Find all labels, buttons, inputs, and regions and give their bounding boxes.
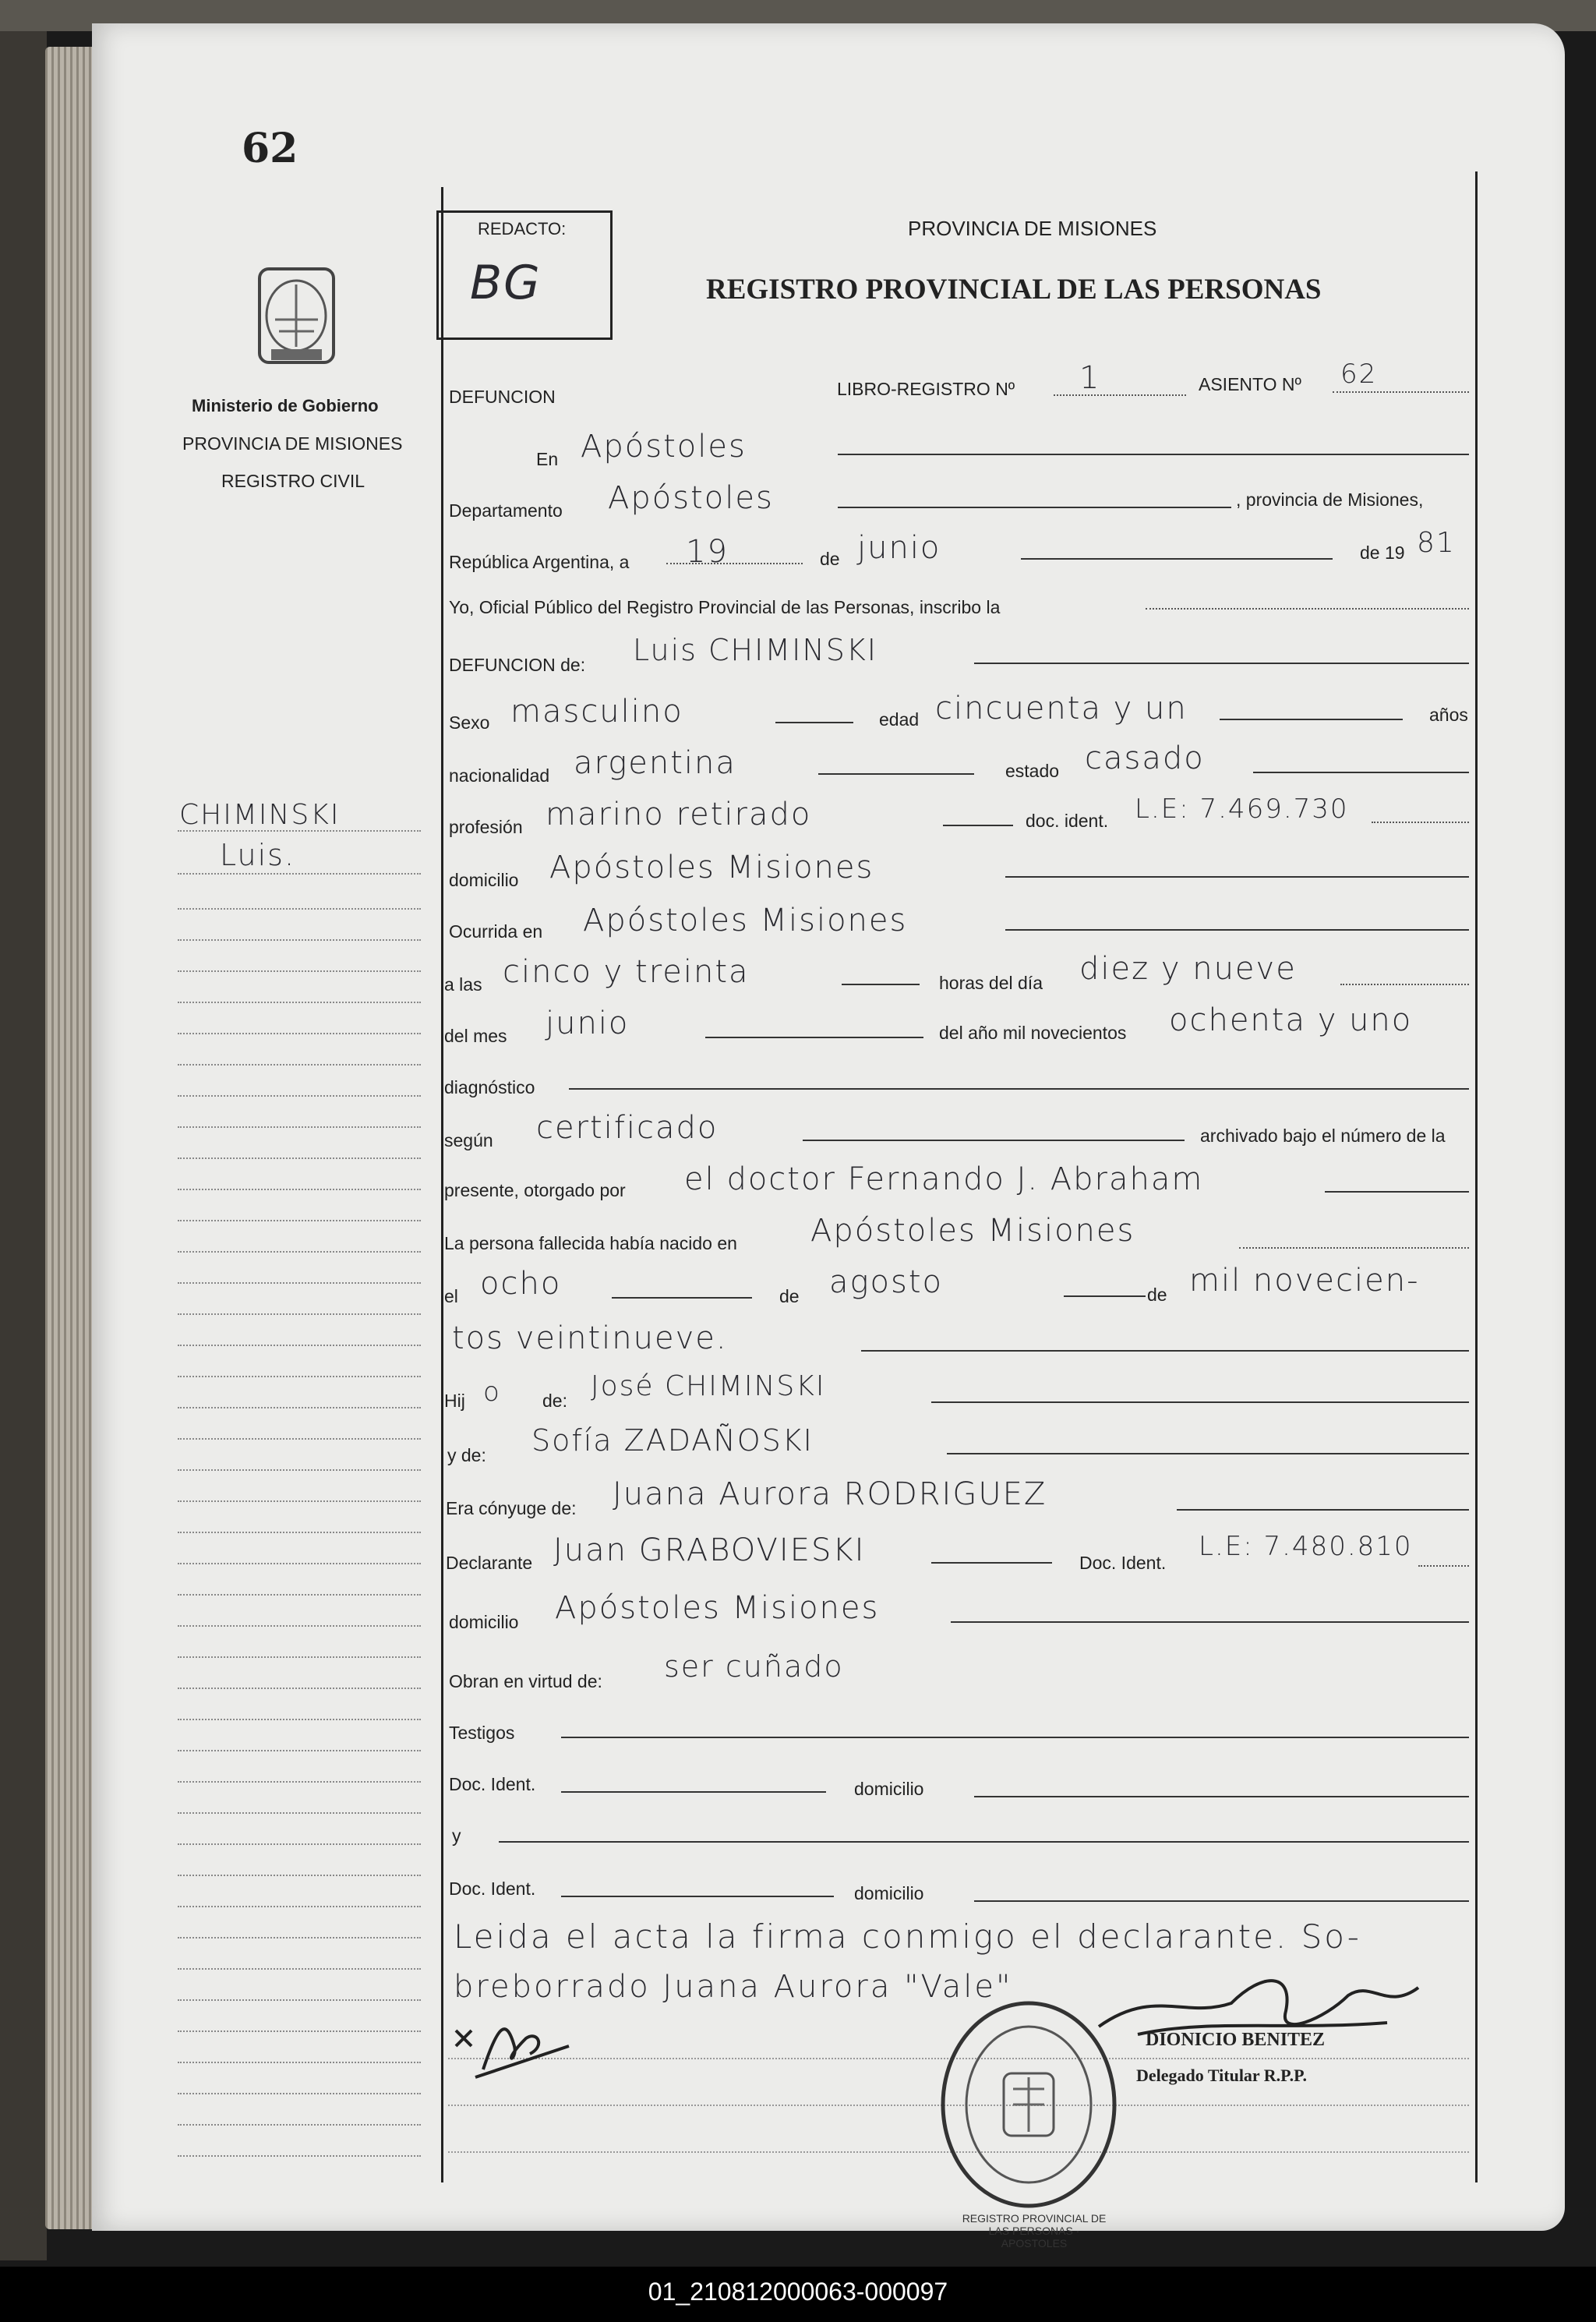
label-oficial: Yo, Oficial Público del Registro Provincial de las Personas, inscribo la: [449, 597, 1001, 617]
value-ocurrida: Apóstoles Misiones: [583, 903, 908, 938]
value-obran: ser cuñado: [664, 1649, 844, 1684]
label-de-anio: de 19: [1360, 543, 1405, 563]
redacto-label: REDACTO:: [478, 219, 567, 239]
label-doc-ident4: Doc. Ident.: [449, 1878, 536, 1899]
label-ocurrida: Ocurrida en: [449, 921, 543, 942]
value-madre: Sofía ZADAÑOSKI: [531, 1423, 814, 1458]
stamp-name: DIONICIO BENITEZ: [1146, 2030, 1326, 2050]
label-obran: Obran en virtud de:: [449, 1671, 602, 1691]
label-domicilio: domicilio: [449, 870, 519, 890]
asiento-label: ASIENTO Nº: [1199, 374, 1301, 394]
registry-label: REGISTRO CIVIL: [221, 471, 365, 491]
page-number: 62: [242, 125, 298, 172]
label-diagnostico: diagnóstico: [444, 1077, 535, 1097]
label-departamento: Departamento: [449, 500, 563, 521]
margin-name: Luis.: [220, 838, 296, 872]
label-profesion: profesión: [449, 817, 523, 837]
redacto-box: [436, 210, 613, 340]
label-domicilio2: domicilio: [449, 1612, 519, 1632]
label-declarante: Declarante: [446, 1553, 533, 1573]
value-estado: casado: [1085, 740, 1205, 776]
value-doc: L.E: 7.469.730: [1135, 793, 1349, 825]
label-doc-ident: doc. ident.: [1026, 811, 1109, 831]
asiento-value: 62: [1340, 359, 1378, 390]
book-spine: [0, 31, 47, 2260]
value-domicilio: Apóstoles Misiones: [549, 850, 874, 885]
value-nacionalidad: argentina: [574, 745, 736, 781]
value-declarante-doc: L.E: 7.480.810: [1199, 1531, 1413, 1562]
value-otorgado: el doctor Fernando J. Abraham: [684, 1161, 1204, 1197]
value-profesion: marino retirado: [546, 797, 812, 832]
value-padre: José CHIMINSKI: [591, 1370, 826, 1402]
label-conyuge: Era cónyuge de:: [446, 1498, 577, 1518]
label-del-ano: del año mil novecientos: [939, 1023, 1127, 1043]
label-horas: horas del día: [939, 973, 1043, 993]
label-defuncion-de: DEFUNCION de:: [449, 655, 586, 675]
value-anio: 81: [1417, 527, 1456, 559]
label-y: y: [452, 1825, 461, 1846]
label-a-las: a las: [444, 974, 482, 995]
label-de3: de: [1147, 1285, 1167, 1305]
value-sexo: masculino: [510, 694, 683, 730]
value-declarante-dom: Apóstoles Misiones: [555, 1590, 880, 1626]
value-dia: 19: [686, 534, 729, 570]
value-hora: cinco y treinta: [503, 954, 750, 990]
libro-value: 1: [1079, 360, 1101, 396]
value-el-mes: agosto: [829, 1264, 943, 1300]
label-y-de: y de:: [447, 1445, 486, 1465]
header-province: PROVINCIA DE MISIONES: [908, 217, 1157, 240]
label-de-hijo: de:: [542, 1391, 567, 1411]
label-republica: República Argentina, a: [449, 552, 630, 572]
note-line-1: Leida el acta la firma conmigo el declarante. So-: [454, 1917, 1361, 1956]
label-doc-ident2: Doc. Ident.: [1079, 1553, 1167, 1573]
note-line-2: breborrado Juana Aurora "Vale": [454, 1969, 1013, 2005]
label-hijo: Hij: [444, 1391, 465, 1411]
label-de2: de: [779, 1286, 800, 1306]
label-sexo: Sexo: [449, 712, 490, 733]
label-provincia: , provincia de Misiones,: [1236, 489, 1424, 510]
label-archivado: archivado bajo el número de la: [1200, 1126, 1446, 1146]
value-conyuge: Juana Aurora RODRIGUEZ: [613, 1476, 1047, 1512]
label-nacido: La persona fallecida había nacido en: [444, 1233, 737, 1253]
value-edad: cincuenta y un: [935, 691, 1188, 726]
official-seal-icon: [935, 1995, 1122, 2214]
label-del-mes: del mes: [444, 1026, 507, 1046]
value-hijo-sufijo: o: [483, 1377, 501, 1408]
label-el: el: [444, 1286, 458, 1306]
coat-of-arms-icon: [248, 265, 345, 370]
image-id-label: 01_210812000063-000097: [648, 2278, 948, 2306]
value-el-ano: mil novecien-: [1189, 1263, 1420, 1299]
value-segun: certificado: [536, 1110, 719, 1146]
label-domicilio3: domicilio: [854, 1779, 924, 1799]
value-dia-letras: diez y nueve: [1079, 951, 1297, 987]
label-estado: estado: [1005, 761, 1060, 781]
label-presente: presente, otorgado por: [444, 1180, 626, 1200]
value-mes2: junio: [546, 1005, 630, 1041]
stamp-title: Delegado Titular R.P.P.: [1136, 2066, 1308, 2085]
value-lugar: Apóstoles: [581, 429, 747, 465]
label-domicilio4: domicilio: [854, 1883, 924, 1903]
label-doc-ident3: Doc. Ident.: [449, 1774, 536, 1794]
header-title: REGISTRO PROVINCIAL DE LAS PERSONAS: [706, 274, 1322, 306]
value-departamento: Apóstoles: [608, 480, 774, 516]
ministry-label: Ministerio de Gobierno: [192, 396, 379, 415]
seal-text: REGISTRO PROVINCIAL DE LAS PERSONAS · APOSTOLES: [962, 2212, 1107, 2250]
value-el-dia: ocho: [480, 1266, 562, 1302]
act-type: DEFUNCION: [449, 387, 556, 407]
redacto-initials: BG: [470, 256, 542, 310]
value-declarante: Juan GRABOVIESKI: [553, 1532, 866, 1568]
libro-label: LIBRO-REGISTRO Nº: [837, 379, 1015, 399]
label-anos: años: [1429, 705, 1468, 725]
right-rule: [1475, 171, 1478, 2182]
label-en: En: [536, 449, 559, 469]
label-de: de: [820, 549, 840, 569]
declarant-signature-icon: [452, 2015, 577, 2085]
margin-surname: CHIMINSKI: [179, 799, 341, 831]
label-edad: edad: [879, 709, 920, 730]
value-nacido: Apóstoles Misiones: [810, 1213, 1135, 1249]
value-el-ano2: tos veintinueve.: [452, 1320, 728, 1356]
value-mes: junio: [857, 530, 941, 566]
province-label: PROVINCIA DE MISIONES: [182, 433, 403, 454]
value-ano-letras: ochenta y uno: [1169, 1002, 1413, 1038]
label-testigos: Testigos: [449, 1723, 515, 1743]
label-segun: según: [444, 1130, 493, 1150]
left-rule: [441, 187, 443, 2182]
value-nombre: Luis CHIMINSKI: [633, 633, 878, 667]
label-nacionalidad: nacionalidad: [449, 765, 550, 786]
